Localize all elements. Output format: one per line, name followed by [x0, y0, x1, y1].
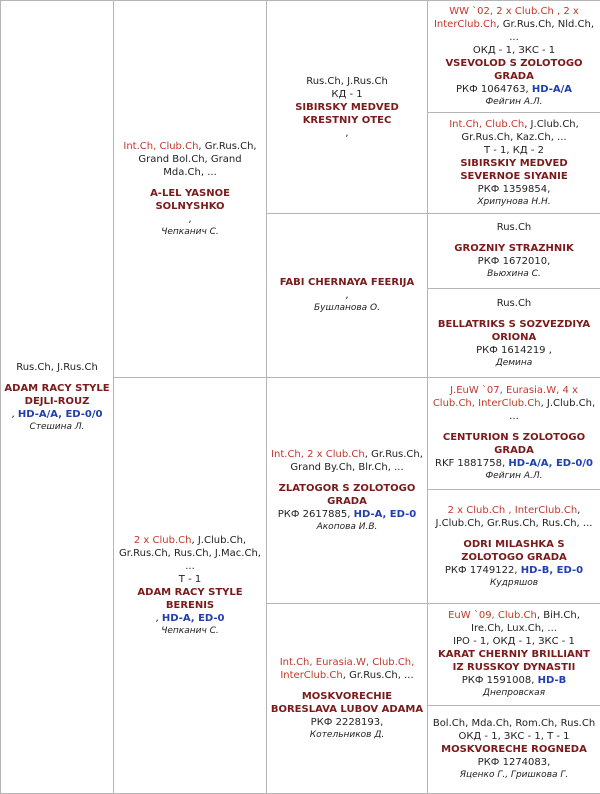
dam-titles-red: 2 x Club.Ch [134, 535, 192, 546]
sdd-titles: Rus.Ch [431, 297, 597, 310]
dsd-name[interactable]: ODRI MILASHKA S ZOLOTOGO GRADA [431, 538, 597, 564]
sss-cell [428, 1, 600, 113]
sss-owner: Фейгин А.Л. [431, 96, 597, 109]
ddd-reg: РКФ 1274083, [431, 756, 597, 769]
dss-reg: RKF 1881758, [435, 458, 505, 469]
ssd-titles: , J.Club.Ch, Gr.Rus.Ch, Kaz.Ch, ... [461, 119, 578, 143]
ssd-titles-red: Int.Ch, Club.Ch [449, 119, 524, 130]
sss-titles: , Gr.Rus.Ch, Nld.Ch, ... [496, 19, 594, 43]
sdd-reg: РКФ 1614219 , [431, 344, 597, 357]
ssd-name[interactable]: SIBIRSKIY MEDVED SEVERNOE SIYANIE [431, 157, 597, 183]
dam-sire-cell [267, 378, 428, 604]
dsd-titles-red: 2 x Club.Ch , InterClub.Ch [448, 505, 578, 516]
dam-owner: Чепканич С. [117, 625, 263, 638]
dam-dam-owner: Котельников Д. [270, 729, 424, 742]
dam-dam-cell [267, 604, 428, 794]
dam-name[interactable]: ADAM RACY STYLE BERENIS [117, 586, 263, 612]
dam-sire-owner: Акопова И.В. [270, 521, 424, 534]
sss-health: HD-A/A [532, 84, 572, 95]
dds-cell [428, 604, 600, 706]
ssd-owner: Хрипунова Н.Н. [431, 196, 597, 209]
ddd-cell [428, 706, 600, 794]
dss-cell [428, 378, 600, 490]
ssd-titles2: Т - 1, КД - 2 [431, 144, 597, 157]
sire-cell: Int.Ch, Club.Ch, Gr.Rus.Ch, Grand Bol.Ch, Grand Mda.Ch, ... A-LEL YASNOE SOLNYSHKO , Чепканич С. [114, 1, 267, 378]
dds-titles-red: EuW `09, Club.Ch [448, 610, 537, 621]
sdd-owner: Демина [431, 357, 597, 370]
sire-dam-cell: FABI CHERNAYA FEERIJA , Бушланова О. [267, 214, 428, 378]
sire-sire-titles: Rus.Ch, J.Rus.Ch [270, 75, 424, 88]
dam-sire-titles-red: Int.Ch, 2 x Club.Ch [271, 449, 365, 460]
subject-health: HD-A/A, ED-0/0 [18, 409, 103, 420]
sds-owner: Вьюхина С. [431, 268, 597, 281]
dam-cell: 2 x Club.Ch, J.Club.Ch, Gr.Rus.Ch, Rus.Ch, J.Mac.Ch, ... Т - 1 ADAM RACY STYLE BERENIS , HD-A, ED-0 Чепканич С. [114, 378, 267, 794]
sds-name[interactable]: GROZNIY STRAZHNIK [431, 242, 597, 255]
dss-health: HD-A/A, ED-0/0 [508, 458, 593, 469]
sire-dam-owner: Бушланова О. [270, 302, 424, 315]
ddd-titles: Bol.Ch, Mda.Ch, Rom.Ch, Rus.Ch [431, 717, 597, 730]
dds-owner: Днепровская [431, 687, 597, 700]
dam-sire-titles: , Gr.Rus.Ch, Grand By.Ch, Blr.Ch, ... [290, 449, 423, 473]
subject-name[interactable]: ADAM RACY STYLE DEJLI-ROUZ [4, 382, 110, 408]
sdd-name[interactable]: BELLATRIKS S SOZVEZDIYA ORIONA [431, 318, 597, 344]
sire-sire-name[interactable]: SIBIRSKY MEDVED KRESTNIY OTEC [270, 101, 424, 127]
sds-titles: Rus.Ch [431, 221, 597, 234]
dds-name[interactable]: KARAT CHERNIY BRILLIANT IZ RUSSKOY DYNASTII [431, 648, 597, 674]
sss-reg: РКФ 1064763, [456, 84, 529, 95]
dam-titles: , J.Club.Ch, Gr.Rus.Ch, Rus.Ch, J.Mac.Ch, ... [119, 535, 261, 572]
dds-reg: РКФ 1591008, [462, 675, 535, 686]
dam-dam-reg: РКФ 2228193, [270, 716, 424, 729]
dss-owner: Фейгин А.Л. [431, 470, 597, 483]
dsd-owner: Кудряшов [431, 577, 597, 590]
dss-name[interactable]: CENTURION S ZOLOTOGO GRADA [431, 431, 597, 457]
dss-titles-red: J.EuW `07, Eurasia.W, 4 x Club.Ch, InterClub.Ch [433, 385, 578, 409]
dam-dam-name[interactable]: MOSKVORECHIE BORESLAVA LUBOV ADAMA [270, 690, 424, 716]
sdd-cell [428, 289, 600, 378]
sss-titles2: ОКД - 1, ЗКС - 1 [431, 44, 597, 57]
dam-sire-health: HD-A, ED-0 [354, 509, 417, 520]
sire-sire-cell: Rus.Ch, J.Rus.Ch КД - 1 SIBIRSKY MEDVED KRESTNIY OTEC , [267, 1, 428, 214]
dam-health: HD-A, ED-0 [162, 613, 225, 624]
dsd-cell [428, 490, 600, 604]
sire-sire-titles2: КД - 1 [270, 88, 424, 101]
dds-health: HD-B [538, 675, 567, 686]
dam-sire-name[interactable]: ZLATOGOR S ZOLOTOGO GRADA [270, 482, 424, 508]
dam-dam-titles-red: Int.Ch, Eurasia.W, Club.Ch, InterClub.Ch [280, 657, 415, 681]
subject-owner: Стешина Л. [4, 421, 110, 434]
subject-titles: Rus.Ch, J.Rus.Ch [4, 361, 110, 374]
dsd-health: HD-B, ED-0 [521, 565, 583, 576]
dsd-reg: РКФ 1749122, [445, 565, 518, 576]
ssd-reg: РКФ 1359854, [431, 183, 597, 196]
dam-sire-reg: РКФ 2617885, [278, 509, 351, 520]
sire-titles-red: Int.Ch, Club.Ch [123, 141, 198, 152]
dds-titles2: IPO - 1, ОКД - 1, ЗКС - 1 [431, 635, 597, 648]
sss-name[interactable]: VSEVOLOD S ZOLOTOGO GRADA [431, 57, 597, 83]
sds-cell [428, 214, 600, 289]
dam-titles2: Т - 1 [117, 573, 263, 586]
dam-dam-titles: , Gr.Rus.Ch, ... [343, 670, 414, 681]
dss-titles: , J.Club.Ch, ... [509, 398, 595, 422]
subject-cell: Rus.Ch, J.Rus.Ch ADAM RACY STYLE DEJLI-ROUZ , HD-A/A, ED-0/0 Стешина Л. [1, 1, 114, 794]
ddd-name[interactable]: MOSKVORECHE ROGNEDA [431, 743, 597, 756]
ddd-owner: Яценко Г., Гришкова Г. [431, 769, 597, 782]
ddd-titles2: ОКД - 1, ЗКС - 1, Т - 1 [431, 730, 597, 743]
sire-titles: , Gr.Rus.Ch, Grand Bol.Ch, Grand Mda.Ch, ... [138, 141, 256, 178]
sss-titles-red: WW `02, 2 x Club.Ch , 2 x InterClub.Ch [434, 6, 579, 30]
dds-titles: , BiH.Ch, Ire.Ch, Lux.Ch, ... [471, 610, 580, 634]
sds-reg: РКФ 1672010, [431, 255, 597, 268]
dsd-titles: , J.Club.Ch, Gr.Rus.Ch, Rus.Ch, ... [436, 505, 593, 529]
sire-dam-name[interactable]: FABI CHERNAYA FEERIJA [270, 276, 424, 289]
ssd-cell [428, 113, 600, 214]
sire-name[interactable]: A-LEL YASNOE SOLNYSHKO [117, 187, 263, 213]
sire-owner: Чепканич С. [117, 226, 263, 239]
